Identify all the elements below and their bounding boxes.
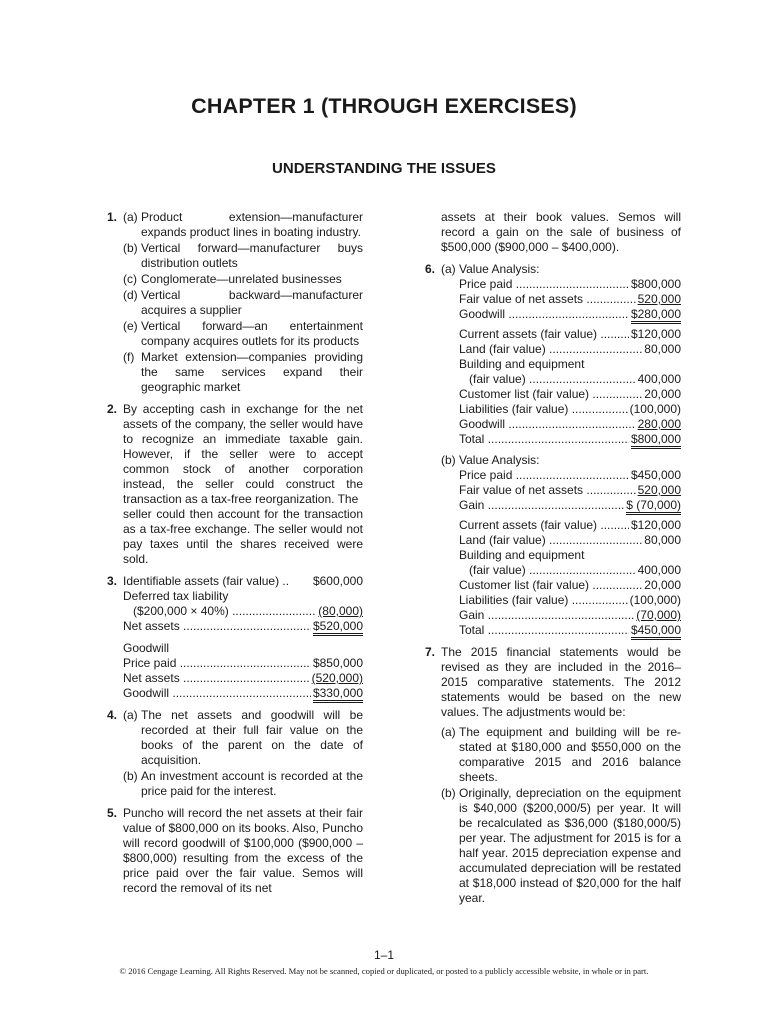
value-row: [459, 277, 681, 292]
row-label: Goodwill .....: [459, 307, 629, 322]
value-row: [459, 563, 681, 578]
row-label: Gain .....: [459, 498, 624, 513]
question-6: [415, 262, 681, 638]
row-amount: 400,000: [637, 563, 681, 577]
value-row: [459, 533, 681, 548]
item-letter: (a): [123, 210, 138, 224]
value-row: [459, 387, 681, 402]
chapter-title: CHAPTER 1 (THROUGH EXERCISES): [191, 94, 577, 118]
row-amount: 520,000: [637, 483, 681, 497]
item-text: Vertical forward—manufacturer buys distribution outlets: [141, 241, 363, 270]
item-letter: (e): [123, 319, 138, 333]
row-amount: 520,000: [637, 292, 681, 306]
item-letter: (d): [123, 288, 138, 302]
item-letter: (b): [441, 453, 456, 467]
row-label: Liabilities (fair value) .....: [459, 593, 628, 608]
item-text: Vertical forward—an entertainment company acquires outlets for its products: [141, 319, 363, 348]
row-amount: $520,000: [313, 619, 363, 636]
row-amount: (520,000): [311, 671, 363, 685]
value-row: [459, 498, 681, 513]
item-letter: (a): [123, 708, 138, 722]
question-4: [97, 708, 363, 799]
question-5: [97, 806, 363, 896]
item-letter: (c): [123, 272, 137, 286]
row-amount: (70,000): [636, 608, 681, 622]
q3-price-paid-row: [123, 656, 363, 671]
q3-goodwill-heading: Goodwill: [123, 641, 170, 655]
item-letter: (b): [123, 769, 138, 783]
row-label: Current assets (fair value) .....: [459, 518, 629, 533]
row-label: Customer list (fair value) .....: [459, 387, 642, 402]
value-row: [459, 307, 681, 322]
row-label: Total .....: [459, 432, 629, 447]
q3-net-assets-2-row: [123, 671, 363, 686]
q1-item-b: [123, 241, 363, 271]
left-column: [97, 210, 363, 903]
q4-item-b: [123, 769, 363, 799]
item-text: The equipment and building will be re-stated at $180,000 and $550,000 on the comparative 2015 and 2016 balance sheets.: [459, 725, 681, 784]
row-label: Identifiable assets (fair value) ..: [123, 574, 290, 588]
part-heading: Value Analysis:: [459, 262, 540, 276]
question-number: 1.: [106, 210, 117, 224]
item-text: The net assets and goodwill will be recorded at their full fair value on the books of the parent on the date of acquisition.: [141, 708, 363, 767]
row-amount: $600,000: [312, 574, 363, 588]
item-letter: (b): [441, 786, 456, 800]
q3-net-assets-row: [123, 619, 363, 634]
row-amount: (100,000): [629, 402, 681, 416]
row-amount: $120,000: [630, 327, 681, 341]
value-row: [459, 548, 681, 563]
q1-item-c: [123, 272, 363, 287]
item-text: Market extension—companies providing the same services expand their geographic market: [141, 350, 363, 394]
row-amount: $800,000: [631, 432, 681, 449]
right-column: [415, 210, 681, 913]
question-number: 4.: [106, 708, 117, 722]
row-label: Customer list (fair value) .....: [459, 578, 642, 593]
row-label: Land (fair value) .....: [459, 533, 642, 548]
value-row: [459, 518, 681, 533]
item-letter: (b): [123, 241, 138, 255]
question-number: 2.: [106, 402, 117, 416]
row-amount: $ (70,000): [626, 498, 681, 515]
item-text: Product extension—manufacturer expands product lines in boating industry.: [141, 210, 363, 239]
q7-item-b: [441, 786, 681, 906]
item-text: Originally, depreciation on the equipment is $40,000 ($200,000/5) per year. It will be recalculated as $36,000 ($180,000/5) per year. The adjustment for 2015 is for a half year. 2015 depreciation expense and accumulated depreciation will be restated at $18,000 instead of $20,000 for the half year.: [459, 786, 681, 905]
value-row: [459, 417, 681, 432]
row-amount: 400,000: [637, 372, 681, 386]
row-amount: 80,000: [644, 342, 681, 356]
question-1: [97, 210, 363, 395]
part-heading: Value Analysis:: [459, 453, 540, 467]
row-amount: $120,000: [630, 518, 681, 532]
row-label: Goodwill .....: [459, 417, 636, 432]
q3-deferred-tax-row: [123, 604, 363, 619]
q1-item-d: [123, 288, 363, 318]
value-row: [459, 483, 681, 498]
row-label: (fair value) .....: [469, 563, 636, 578]
value-row: [459, 402, 681, 417]
row-label: Total .....: [459, 623, 629, 638]
question-3: [97, 574, 363, 701]
row-label: Price paid .....: [459, 277, 629, 292]
q6-part-b: [441, 453, 681, 638]
question-number: 7.: [424, 645, 435, 659]
answer-text: By accepting cash in exchange for the net assets of the company, the seller would have to recognize an immediate taxable gain. However, if the seller were to accept common stock of another corporation instead, the seller could construct the transaction as a tax-free reorganization. The: [123, 402, 363, 506]
value-row: [459, 292, 681, 307]
row-amount: (80,000): [318, 604, 363, 618]
question-7: [415, 645, 681, 906]
answer-text-continued: seller could then account for the transaction as a tax-free exchange. The seller would not pay taxes until the shares received were sold.: [123, 507, 363, 566]
value-row: [459, 593, 681, 608]
row-label: Building and equipment: [459, 548, 585, 562]
q1-item-a: [123, 210, 363, 240]
section-title: UNDERSTANDING THE ISSUES: [272, 160, 496, 177]
value-row: [459, 468, 681, 483]
value-row: [459, 432, 681, 447]
q3-goodwill-row: [123, 686, 363, 701]
page-number: 1–1: [373, 948, 395, 962]
row-label: Building and equipment: [459, 357, 585, 371]
row-amount: [679, 357, 681, 372]
row-amount: $800,000: [630, 277, 681, 291]
q3-deferred-tax-label: Deferred tax liability: [123, 589, 229, 603]
value-row: [459, 342, 681, 357]
question-5-continued: [415, 210, 681, 255]
row-amount: 20,000: [644, 578, 681, 592]
row-amount: 80,000: [644, 533, 681, 547]
row-amount: $850,000: [312, 656, 363, 670]
question-number: 5.: [106, 806, 117, 820]
row-label: Fair value of net assets .....: [459, 483, 636, 498]
q1-item-f: [123, 350, 363, 395]
row-label: Liabilities (fair value) .....: [459, 402, 628, 417]
q4-item-a: [123, 708, 363, 768]
row-label: Net assets .....: [123, 671, 310, 686]
copyright-notice: © 2016 Cengage Learning. All Rights Reserved. May not be scanned, copied or duplicated, or posted to a publicly accessible website, in whole or in part.: [119, 966, 649, 976]
row-amount: 280,000: [637, 417, 681, 431]
row-amount: $450,000: [631, 623, 681, 640]
value-row: [459, 327, 681, 342]
row-label: Current assets (fair value) .....: [459, 327, 629, 342]
item-text: Vertical backward—manufacturer acquires a supplier: [141, 288, 363, 317]
value-row: [459, 578, 681, 593]
row-label: Price paid .....: [459, 468, 629, 483]
question-2: [97, 402, 363, 567]
answer-text: The 2015 financial statements would be revised as they are included in the 2016–2015 comparative statements. The 2012 statements would be based on the new values. The adjustments would be:: [441, 645, 681, 719]
row-label: ($200,000 × 40%) .....: [133, 604, 316, 619]
value-row: [459, 608, 681, 623]
item-text: Conglomerate—unrelated businesses: [141, 272, 342, 286]
value-row: [459, 623, 681, 638]
item-text: An investment account is recorded at the price paid for the interest.: [141, 769, 363, 798]
q3-identifiable-assets-row: [123, 574, 363, 589]
row-label: Net assets .....: [123, 619, 311, 634]
item-letter: (a): [441, 262, 456, 276]
row-label: (fair value) .....: [469, 372, 636, 387]
q6-part-a: [441, 262, 681, 447]
row-label: Price paid .....: [123, 656, 311, 671]
row-amount: $450,000: [630, 468, 681, 482]
row-label: Land (fair value) .....: [459, 342, 642, 357]
q7-item-a: [441, 725, 681, 785]
value-row: [459, 372, 681, 387]
answer-text-continued: assets at their book values. Semos will record a gain on the sale of business of $500,000 ($900,000 – $400,000).: [441, 210, 681, 254]
q1-item-e: [123, 319, 363, 349]
row-label: Gain .....: [459, 608, 634, 623]
item-letter: (a): [441, 725, 456, 739]
row-amount: [679, 548, 681, 563]
question-number: 3.: [106, 574, 117, 588]
value-row: [459, 357, 681, 372]
item-letter: (f): [123, 350, 135, 364]
row-label: Fair value of net assets .....: [459, 292, 636, 307]
row-amount: (100,000): [629, 593, 681, 607]
question-number: 6.: [424, 262, 435, 276]
row-label: Goodwill .....: [123, 686, 311, 701]
row-amount: 20,000: [644, 387, 681, 401]
row-amount: $280,000: [631, 307, 681, 324]
answer-text: Puncho will record the net assets at their fair value of $800,000 on its books. Also, Puncho will record goodwill of $100,000 ($900,000 – $800,000) resulting from the excess of the price paid over the fair value. Semos will record the removal of its net: [123, 806, 363, 895]
row-amount: $330,000: [313, 686, 363, 703]
